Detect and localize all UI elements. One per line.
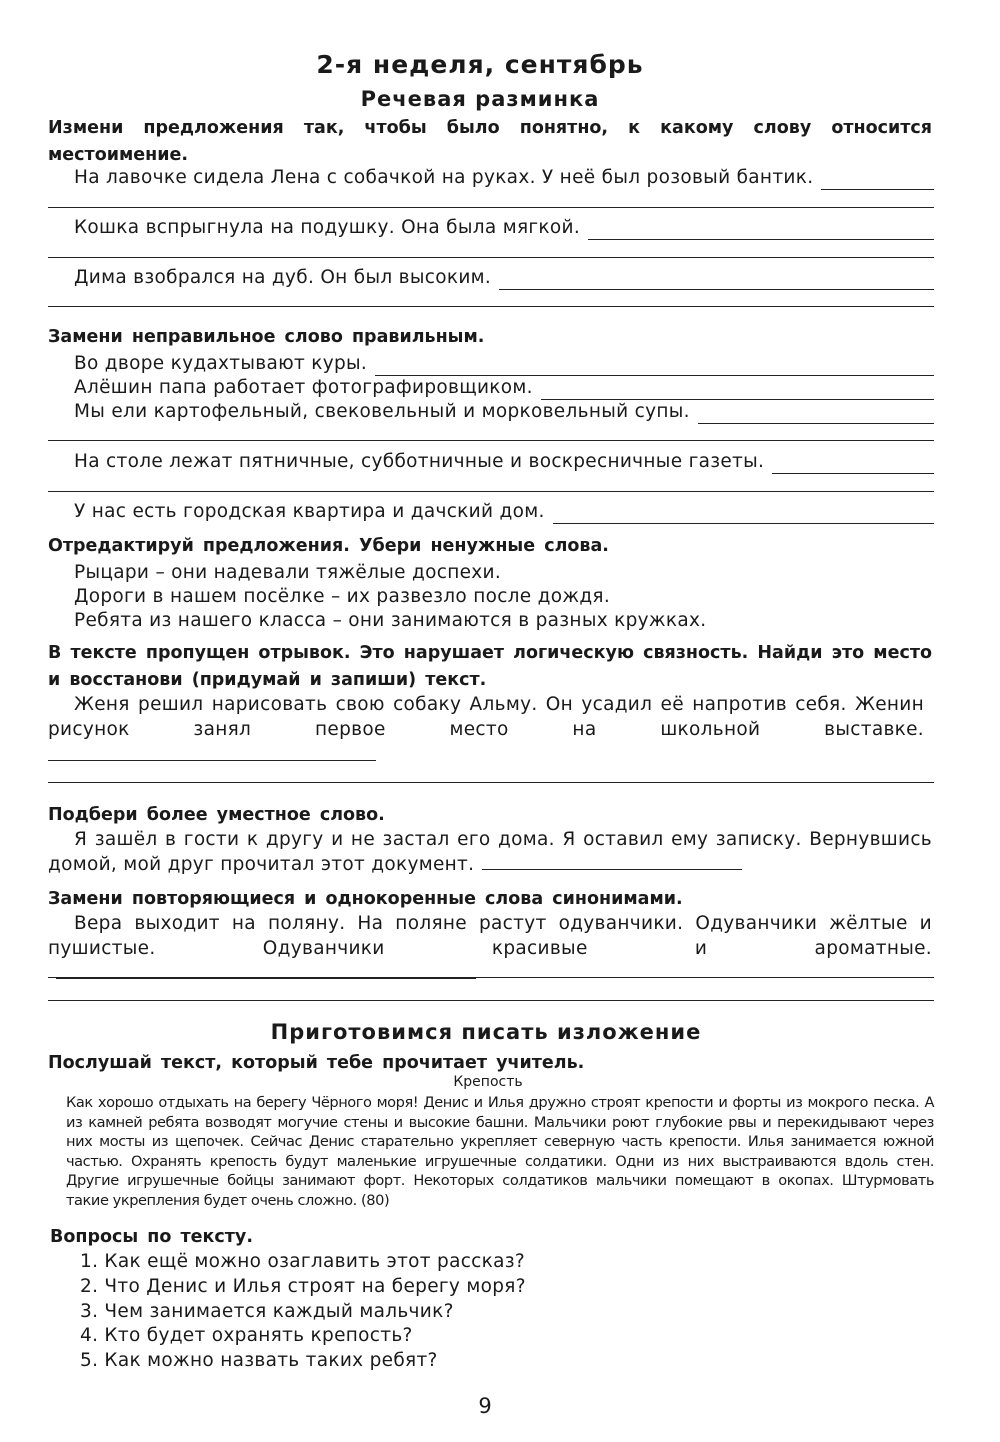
questions-title: Вопросы по тексту.	[50, 1227, 253, 1247]
task2-instruction: Замени неправильное слово правильным.	[48, 327, 485, 347]
task2-item-5: У нас есть городская квартира и дачский дом.	[74, 500, 934, 524]
task2-item-3: Мы ели картофельный, свековельный и морковельный супы.	[74, 400, 934, 424]
question-4: 4. Кто будет охранять крепость?	[80, 1325, 413, 1346]
task5-instruction: Подбери более уместное слово.	[48, 805, 385, 825]
answer-line[interactable]	[553, 505, 934, 524]
answer-line[interactable]	[482, 853, 742, 870]
task3-item-3: Ребята из нашего класса – они занимаются в разных кружках.	[74, 610, 707, 631]
story-text: Как хорошо отдыхать на берегу Чёрного моря! Денис и Илья дружно строят крепости и форты из мокрого песка. А из камней ребята возводят могучие стены и высокие башни. Мальчики роют глубокие рвы и перекидывают через них мосты из щепочек. Сейчас Денис старательно укрепляет северную часть крепости. Илья занимается южной частью. Охранять крепость будут маленькие игрушечные солдатики. Одни из них выстраиваются вдоль стен. Другие игрушечные бойцы занимают форт. Некоторых солдатиков мальчики помещают в окопах. Штурмовать такие укрепления будет очень сложно. (80)	[66, 1094, 934, 1209]
task2-item-1: Во дворе кудахтывают куры.	[74, 352, 934, 376]
task2-item-2: Алёшин папа работает фотографировщиком.	[74, 376, 934, 400]
section-title: Речевая разминка	[360, 87, 600, 111]
answer-line[interactable]	[48, 306, 934, 307]
answer-line[interactable]	[48, 257, 934, 258]
story-title: Крепость	[453, 1074, 523, 1090]
answer-line[interactable]	[48, 491, 934, 492]
task5-text: Я зашёл в гости к другу и не застал его дома. Я оставил ему записку. Вернувшись домой, мой друг прочитал этот документ.	[48, 829, 932, 875]
task1-item-2: Кошка вспрыгнула на подушку. Она была мягкой.	[74, 216, 934, 240]
task1-instruction: Измени предложения так, чтобы было понятно, к какому слову относится местоимение.	[48, 118, 932, 165]
answer-line[interactable]	[48, 207, 934, 208]
question-1: 1. Как ещё можно озаглавить этот рассказ?	[80, 1251, 526, 1272]
exposition-instruction: Послушай текст, который тебе прочитает учитель.	[48, 1053, 585, 1073]
answer-line[interactable]	[821, 171, 934, 190]
task4-text: Женя решил нарисовать свою собаку Альму. Он усадил её напротив себя. Женин рисунок занял первое место на школьной выставке.	[48, 694, 924, 740]
question-3: 3. Чем занимается каждый мальчик?	[80, 1301, 454, 1322]
task1-item-3: Дима взобрался на дуб. Он был высоким.	[74, 266, 934, 290]
task3-item-1: Рыцари – они надевали тяжёлые доспехи.	[74, 562, 502, 583]
task1-item-1: На лавочке сидела Лена с собачкой на руках. У неё был розовый бантик.	[74, 166, 934, 190]
answer-line[interactable]	[375, 357, 934, 376]
page-title: 2-я неделя, сентябрь	[316, 50, 644, 79]
answer-line[interactable]	[541, 381, 934, 400]
task2-item-4: На столе лежат пятничные, субботничные и воскресничные газеты.	[74, 450, 934, 474]
task6-text: Вера выходит на поляну. На поляне растут одуванчики. Одуванчики жёлтые и пушистые. Одуванчики красивые и ароматные.	[48, 911, 932, 986]
task4-instruction: В тексте пропущен отрывок. Это нарушает логическую связность. Найди это место и восстанови (придумай и запиши) текст.	[48, 643, 932, 690]
task6-instruction: Замени повторяющиеся и однокоренные слова синонимами.	[48, 889, 683, 909]
question-2: 2. Что Денис и Илья строят на берегу моря?	[80, 1276, 526, 1297]
answer-line[interactable]	[48, 1000, 934, 1001]
answer-line[interactable]	[48, 977, 934, 978]
answer-line[interactable]	[698, 405, 934, 424]
question-5: 5. Как можно назвать таких ребят?	[80, 1350, 438, 1371]
answer-line[interactable]	[499, 271, 934, 290]
task3-instruction: Отредактируй предложения. Убери ненужные слова.	[48, 536, 609, 556]
page-number: 9	[478, 1394, 492, 1418]
answer-line[interactable]	[48, 760, 376, 761]
task3-item-2: Дороги в нашем посёлке – их развезло после дождя.	[74, 586, 611, 607]
answer-line[interactable]	[588, 221, 934, 240]
answer-line[interactable]	[772, 455, 934, 474]
answer-line[interactable]	[48, 440, 934, 441]
exposition-title: Приготовимся писать изложение	[270, 1020, 702, 1044]
answer-line[interactable]	[48, 782, 934, 783]
